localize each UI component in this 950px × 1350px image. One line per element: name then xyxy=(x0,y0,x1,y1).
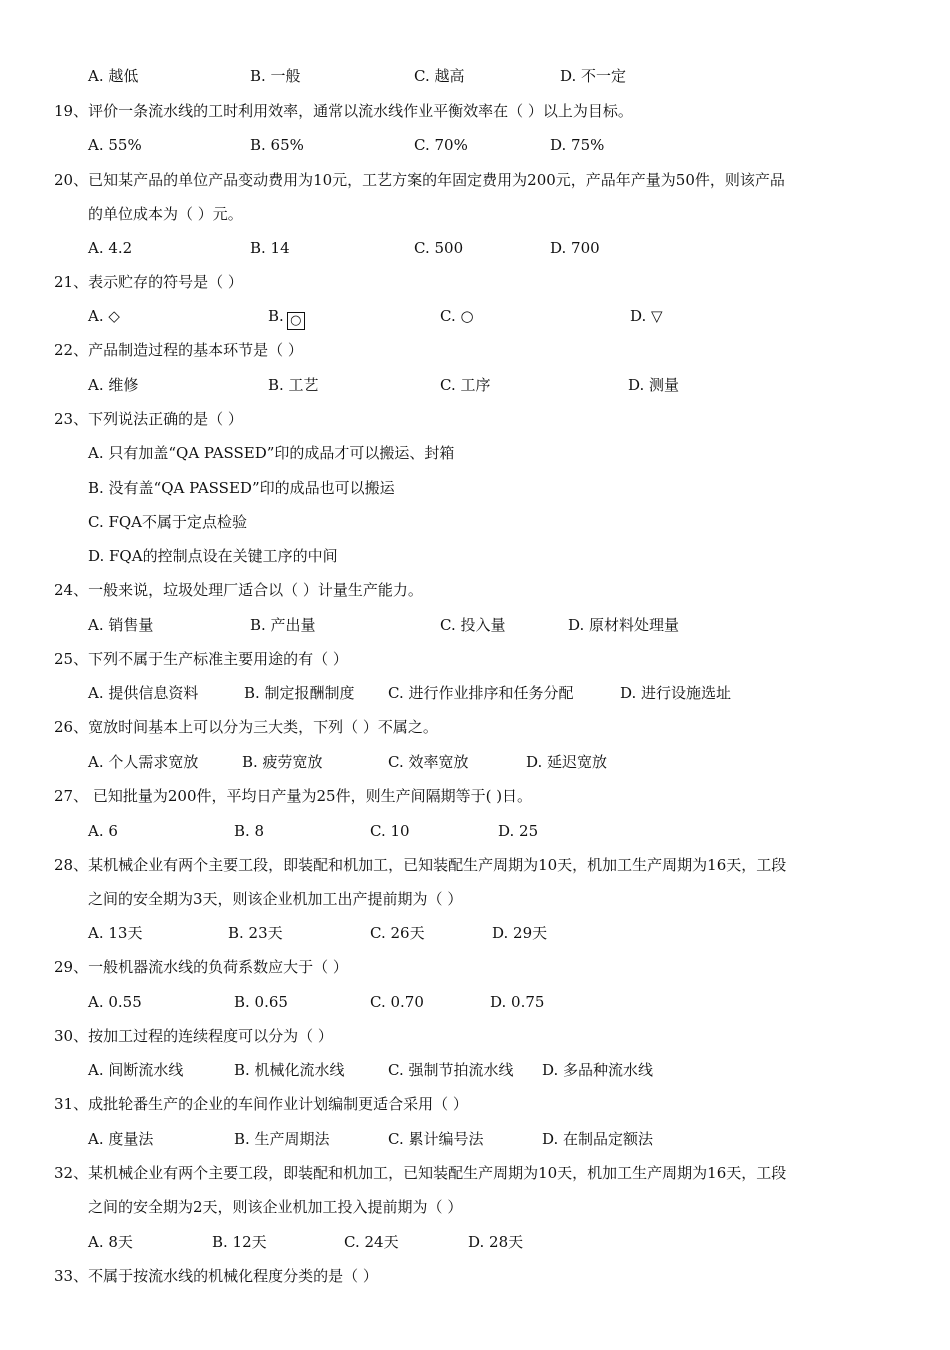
q21-option-b xyxy=(268,306,305,330)
boxed-circle-icon: ○ xyxy=(287,312,305,330)
q25-option-a: A. 提供信息资料 xyxy=(88,684,199,702)
q26-option-b: B. 疲劳宽放 xyxy=(242,753,323,771)
q27-option-c: C. 10 xyxy=(370,822,410,840)
q22-options xyxy=(88,375,928,395)
q22-option-c: C. 工序 xyxy=(440,376,491,394)
q32-option-d: D. 28天 xyxy=(468,1233,524,1251)
q24-options xyxy=(88,615,928,635)
q20-option-b: B. 14 xyxy=(250,239,290,257)
q19-option-c: C. 70% xyxy=(414,136,468,154)
q24-option-a: A. 销售量 xyxy=(88,616,154,634)
q29-option-c: C. 0.70 xyxy=(370,993,424,1011)
q25-option-b: B. 制定报酬制度 xyxy=(244,684,355,702)
q32-option-b: B. 12天 xyxy=(212,1233,267,1251)
q32-options xyxy=(88,1232,928,1252)
q18-option-b: B. 一般 xyxy=(250,67,301,85)
q19-option-b: B. 65% xyxy=(250,136,304,154)
q28-text: 28、某机械企业有两个主要工段，即装配和机加工，已知装配生产周期为10天，机加工生产周期为16天，工段 xyxy=(54,856,787,874)
q31-text: 31、成批轮番生产的企业的车间作业计划编制更适合采用（ ） xyxy=(54,1095,468,1113)
q21-option-a: A. ◇ xyxy=(88,307,120,325)
q20-option-d: D. 700 xyxy=(550,239,600,257)
q20-text: 20、已知某产品的单位产品变动费用为10元，工艺方案的年固定费用为200元，产品年产量为50件，则该产品 xyxy=(54,171,785,189)
q22-text: 22、产品制造过程的基本环节是（ ） xyxy=(54,341,303,359)
q26-option-d: D. 延迟宽放 xyxy=(526,753,608,771)
q30-text: 30、按加工过程的连续程度可以分为（ ） xyxy=(54,1027,333,1045)
q31-options xyxy=(88,1129,928,1149)
q29-option-b: B. 0.65 xyxy=(234,993,288,1011)
q23-option-d: D. FQA的控制点设在关键工序的中间 xyxy=(88,547,338,565)
q28-text-cont: 之间的安全期为3天，则该企业机加工出产提前期为（ ） xyxy=(88,890,463,908)
q30-option-c: C. 强制节拍流水线 xyxy=(388,1061,514,1079)
q33-text: 33、不属于按流水线的机械化程度分类的是（ ） xyxy=(54,1267,378,1285)
q25-options xyxy=(88,683,928,703)
q24-option-d: D. 原材料处理量 xyxy=(568,616,680,634)
q25-option-d: D. 进行设施选址 xyxy=(620,684,732,702)
q27-text: 27、 已知批量为200件，平均日产量为25件，则生产间隔期等于( )日。 xyxy=(54,787,533,805)
q21-option-d: D. ▽ xyxy=(630,307,663,325)
q27-options xyxy=(88,821,928,841)
q20-options xyxy=(88,238,928,258)
q22-option-b: B. 工艺 xyxy=(268,376,319,394)
q20-option-a: A. 4.2 xyxy=(88,239,133,257)
q20-option-c: C. 500 xyxy=(414,239,464,257)
q21-options xyxy=(88,306,928,326)
q25-text: 25、下列不属于生产标准主要用途的有（ ） xyxy=(54,650,348,668)
q27-option-d: D. 25 xyxy=(498,822,539,840)
q21-text: 21、表示贮存的符号是（ ） xyxy=(54,273,243,291)
q22-option-a: A. 维修 xyxy=(88,376,139,394)
q22-option-d: D. 测量 xyxy=(628,376,680,394)
q30-options xyxy=(88,1060,928,1080)
q28-options xyxy=(88,923,928,943)
q20-text-cont: 的单位成本为（ ）元。 xyxy=(88,205,243,223)
q31-option-d: D. 在制品定额法 xyxy=(542,1130,654,1148)
q29-option-d: D. 0.75 xyxy=(490,993,545,1011)
q23-option-c: C. FQA不属于定点检验 xyxy=(88,513,248,531)
q26-options xyxy=(88,752,928,772)
q28-option-d: D. 29天 xyxy=(492,924,548,942)
q31-option-a: A. 度量法 xyxy=(88,1130,154,1148)
q27-option-a: A. 6 xyxy=(88,822,118,840)
q23-text: 23、下列说法正确的是（ ） xyxy=(54,410,243,428)
q18-option-c: C. 越高 xyxy=(414,67,465,85)
q32-option-c: C. 24天 xyxy=(344,1233,399,1251)
q19-text: 19、评价一条流水线的工时利用效率，通常以流水线作业平衡效率在（ ）以上为目标。 xyxy=(54,102,633,120)
q31-option-c: C. 累计编号法 xyxy=(388,1130,484,1148)
q32-text: 32、某机械企业有两个主要工段，即装配和机加工，已知装配生产周期为10天，机加工生产周期为16天，工段 xyxy=(54,1164,787,1182)
q32-option-a: A. 8天 xyxy=(88,1233,133,1251)
q19-option-a: A. 55% xyxy=(88,136,142,154)
q31-option-b: B. 生产周期法 xyxy=(234,1130,330,1148)
q24-text: 24、一般来说，垃圾处理厂适合以（ ）计量生产能力。 xyxy=(54,581,423,599)
q18-options xyxy=(88,66,928,86)
q23-option-b: B. 没有盖“QA PASSED”印的成品也可以搬运 xyxy=(88,479,395,497)
q19-options xyxy=(88,135,928,155)
q30-option-a: A. 间断流水线 xyxy=(88,1061,184,1079)
q30-option-b: B. 机械化流水线 xyxy=(234,1061,345,1079)
q19-option-d: D. 75% xyxy=(550,136,605,154)
q21-option-c: C. ○ xyxy=(440,307,474,325)
q29-options xyxy=(88,992,928,1012)
q29-option-a: A. 0.55 xyxy=(88,993,142,1011)
q26-option-c: C. 效率宽放 xyxy=(388,753,469,771)
q32-text-cont: 之间的安全期为2天，则该企业机加工投入提前期为（ ） xyxy=(88,1198,463,1216)
q27-option-b: B. 8 xyxy=(234,822,265,840)
q28-option-a: A. 13天 xyxy=(88,924,143,942)
q25-option-c: C. 进行作业排序和任务分配 xyxy=(388,684,574,702)
q28-option-b: B. 23天 xyxy=(228,924,283,942)
q26-text: 26、宽放时间基本上可以分为三大类，下列（ ）不属之。 xyxy=(54,718,438,736)
q28-option-c: C. 26天 xyxy=(370,924,425,942)
q30-option-d: D. 多品种流水线 xyxy=(542,1061,654,1079)
q18-option-d: D. 不一定 xyxy=(560,67,627,85)
q23-option-a: A. 只有加盖“QA PASSED”印的成品才可以搬运、封箱 xyxy=(88,444,455,462)
q24-option-b: B. 产出量 xyxy=(250,616,316,634)
q18-option-a: A. 越低 xyxy=(88,67,139,85)
q21-option-b-label: B. xyxy=(268,307,284,325)
q29-text: 29、一般机器流水线的负荷系数应大于（ ） xyxy=(54,958,348,976)
q24-option-c: C. 投入量 xyxy=(440,616,506,634)
q26-option-a: A. 个人需求宽放 xyxy=(88,753,199,771)
